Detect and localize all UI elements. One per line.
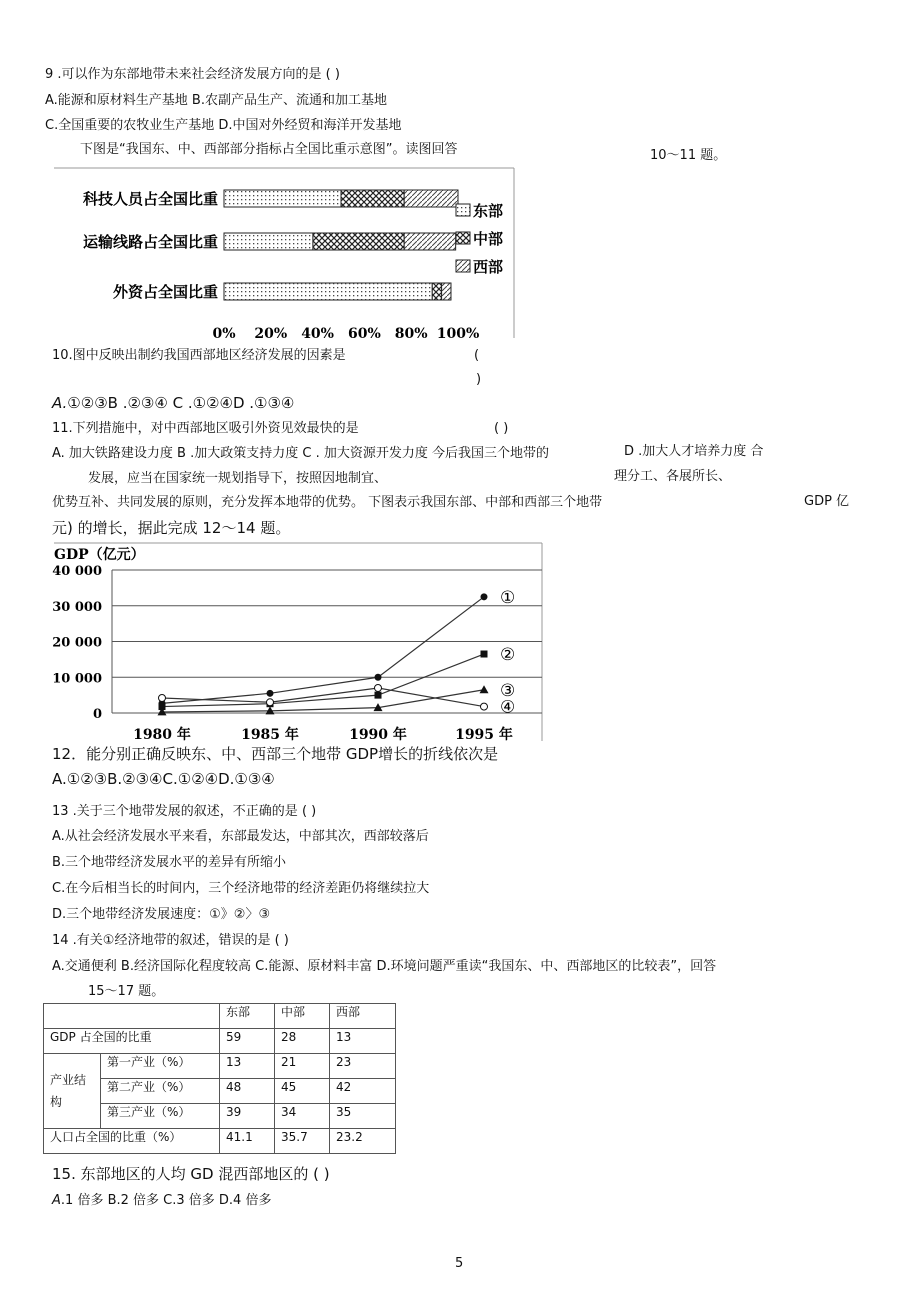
x-tick-label: 40% — [301, 326, 334, 341]
q15-option-a: A — [52, 1193, 61, 1208]
table-corner-cell — [44, 1004, 220, 1029]
table-row-label: 第三产业（%） — [101, 1104, 220, 1129]
table-header-east: 东部 — [220, 1004, 275, 1029]
legend-label: 中部 — [473, 230, 504, 248]
q11-options-abc: A. 加大铁路建设力度 B .加大政策支持力度 C . 加大资源开发力度 今后我国三个地带的 — [52, 446, 549, 461]
data-point-① — [375, 674, 382, 681]
q11-option-d: D .加大人才培养力度 合 — [624, 444, 764, 459]
intro2-part4: GDP 亿 — [804, 494, 850, 509]
q11-stem: 11.下列措施中，对中西部地区吸引外资见效最快的是 — [52, 421, 359, 436]
table-cell: 23 — [330, 1054, 396, 1079]
table-cell: 13 — [330, 1029, 396, 1054]
y-tick-label: 40 000 — [52, 564, 102, 579]
q10-options — [52, 395, 294, 411]
table-cell: 42 — [330, 1079, 396, 1104]
bar-category-label: 科技人员占全国比重 — [82, 190, 218, 208]
q14-tail: 15〜17 题。 — [88, 984, 165, 999]
bar-segment-东部 — [224, 283, 432, 300]
q12-stem: 12．能分别正确反映东、中、西部三个地带 GDP增长的折线依次是 — [52, 745, 499, 763]
data-point-④ — [481, 703, 488, 710]
legend-swatch-中部 — [456, 232, 470, 244]
y-tick-label: 0 — [92, 707, 102, 722]
chart2-title: GDP（亿元） — [54, 547, 145, 563]
bar-category-label: 外资占全国比重 — [112, 283, 218, 301]
table-cell: 48 — [220, 1079, 275, 1104]
q10-paren-close: ) — [476, 372, 482, 387]
q15-stem: 15. 东部地区的人均 GD 混西部地区的 ( ) — [52, 1165, 330, 1183]
q13-option-a: A.从社会经济发展水平来看，东部最发达，中部其次，西部较落后 — [52, 829, 429, 844]
table-cell: 59 — [220, 1029, 275, 1054]
q14-options: A.交通便利 B.经济国际化程度较高 C.能源、原材料丰富 D.环境问题严重读“我国东、中、西部地区的比较表”，回答 — [52, 959, 717, 974]
q11-paren: ( ) — [494, 421, 509, 436]
x-tick-label: 0% — [212, 326, 236, 341]
legend-swatch-东部 — [456, 204, 470, 216]
bar-segment-西部 — [442, 283, 451, 300]
q10-stem: 10.图中反映出制约我国西部地区经济发展的因素是 — [52, 348, 346, 363]
intro2-part5: 元) 的增长，据此完成 12～14 题。 — [52, 519, 291, 537]
table-row-label: 人口占全国的比重（%） — [44, 1129, 220, 1154]
y-tick-label: 20 000 — [52, 635, 102, 651]
q15-options — [52, 1193, 271, 1209]
table-cell: 34 — [275, 1104, 330, 1129]
table-industry-label: 产业结构 — [44, 1054, 101, 1129]
bar-segment-东部 — [224, 233, 313, 250]
bar-segment-西部 — [404, 190, 458, 207]
gdp-line-chart — [52, 541, 552, 746]
q12-options: A.①②③B.②③④C.①②④D.①③④ — [52, 770, 275, 788]
table-header-row — [44, 1004, 396, 1029]
y-tick-label: 30 000 — [52, 599, 102, 615]
x-tick-label: 1990 年 — [349, 727, 407, 743]
share-bar-chart — [52, 166, 522, 341]
series-label: ② — [500, 645, 516, 666]
data-point-② — [375, 692, 382, 699]
x-tick-label: 1985 年 — [241, 727, 299, 743]
intro2-part3: 优势互补、共同发展的原则，充分发挥本地带的优势。 下图表示我国东部、中部和西部三个地带 — [52, 495, 603, 510]
table-row-label: 第二产业（%） — [101, 1079, 220, 1104]
data-point-④ — [267, 699, 274, 706]
x-tick-label: 1995 年 — [455, 727, 513, 743]
bar-segment-中部 — [341, 190, 404, 207]
q9-options-ab: A.能源和原材料生产基地 B.农副产品生产、流通和加工基地 — [45, 93, 387, 108]
table-cell: 23.2 — [330, 1129, 396, 1154]
bar-segment-中部 — [313, 233, 404, 250]
table-cell: 35.7 — [275, 1129, 330, 1154]
data-point-① — [267, 690, 274, 697]
table-row-label: GDP 占全国的比重 — [44, 1029, 220, 1054]
data-point-④ — [159, 694, 166, 701]
q9-options-cd: C.全国重要的农牧业生产基地 D.中国对外经贸和海洋开发基地 — [45, 118, 402, 133]
series-label: ④ — [500, 697, 516, 718]
legend-swatch-西部 — [456, 260, 470, 272]
series-line-④ — [162, 688, 484, 707]
x-tick-label: 100% — [436, 326, 480, 341]
bar-segment-东部 — [224, 190, 341, 207]
table-header-central: 中部 — [275, 1004, 330, 1029]
series-line-③ — [162, 690, 484, 712]
data-point-③ — [480, 685, 489, 693]
table-row-primary — [44, 1054, 396, 1079]
page-number: 5 — [455, 1256, 464, 1271]
legend-label: 东部 — [473, 202, 504, 220]
q13-option-c: C.在今后相当长的时间内，三个经济地带的经济差距仍将继续拉大 — [52, 881, 430, 896]
table-row-label: 第一产业（%） — [101, 1054, 220, 1079]
series-line-① — [162, 597, 484, 704]
q13-option-b: B.三个地带经济发展水平的差异有所缩小 — [52, 855, 287, 870]
intro2-part2: 理分工、各展所长、 — [614, 469, 732, 484]
table-row-gdp — [44, 1029, 396, 1054]
q10-option-rest: B .②③④ C .①②④D .①③④ — [107, 394, 295, 412]
table-cell: 13 — [220, 1054, 275, 1079]
table-cell: 28 — [275, 1029, 330, 1054]
q14-stem: 14 .有关①经济地带的叙述，错误的是 ( ) — [52, 933, 289, 948]
intro2-part1: 发展，应当在国家统一规划指导下，按照因地制宜、 — [88, 471, 388, 486]
data-point-④ — [375, 684, 382, 691]
comparison-table — [43, 1003, 396, 1154]
q10-paren-open: ( — [474, 348, 480, 363]
x-tick-label: 1980 年 — [133, 727, 191, 743]
series-label: ③ — [500, 680, 516, 701]
legend-label: 西部 — [473, 258, 504, 276]
x-tick-label: 80% — [394, 326, 428, 341]
bar-category-label: 运输线路占全国比重 — [82, 233, 218, 251]
data-point-② — [481, 651, 488, 658]
x-tick-label: 20% — [254, 326, 288, 341]
table-cell: 45 — [275, 1079, 330, 1104]
x-tick-label: 60% — [348, 326, 381, 341]
table-cell: 39 — [220, 1104, 275, 1129]
q13-option-d: D.三个地带经济发展速度：①》②〉③ — [52, 907, 271, 922]
table-header-west: 西部 — [330, 1004, 396, 1029]
bar-segment-西部 — [404, 233, 455, 250]
table-cell: 21 — [275, 1054, 330, 1079]
y-tick-label: 10 000 — [52, 671, 102, 687]
q13-stem: 13 .关于三个地带发展的叙述，不正确的是 ( ) — [52, 804, 317, 819]
table-cell: 35 — [330, 1104, 396, 1129]
chart1-intro-tail: 10〜11 题。 — [650, 148, 727, 163]
q10-option-a: A.①②③ — [52, 394, 108, 412]
bar-segment-中部 — [432, 283, 441, 300]
table-cell: 41.1 — [220, 1129, 275, 1154]
q15-option-rest: .1 倍多 B.2 倍多 C.3 倍多 D.4 倍多 — [60, 1193, 272, 1208]
chart1-intro: 下图是“我国东、中、西部部分指标占全国比重示意图”。读图回答 — [80, 142, 458, 157]
q9-stem: 9 .可以作为东部地带未来社会经济发展方向的是 ( ) — [45, 67, 340, 82]
data-point-① — [481, 593, 488, 600]
series-label: ① — [500, 587, 516, 608]
table-row-population — [44, 1129, 396, 1154]
